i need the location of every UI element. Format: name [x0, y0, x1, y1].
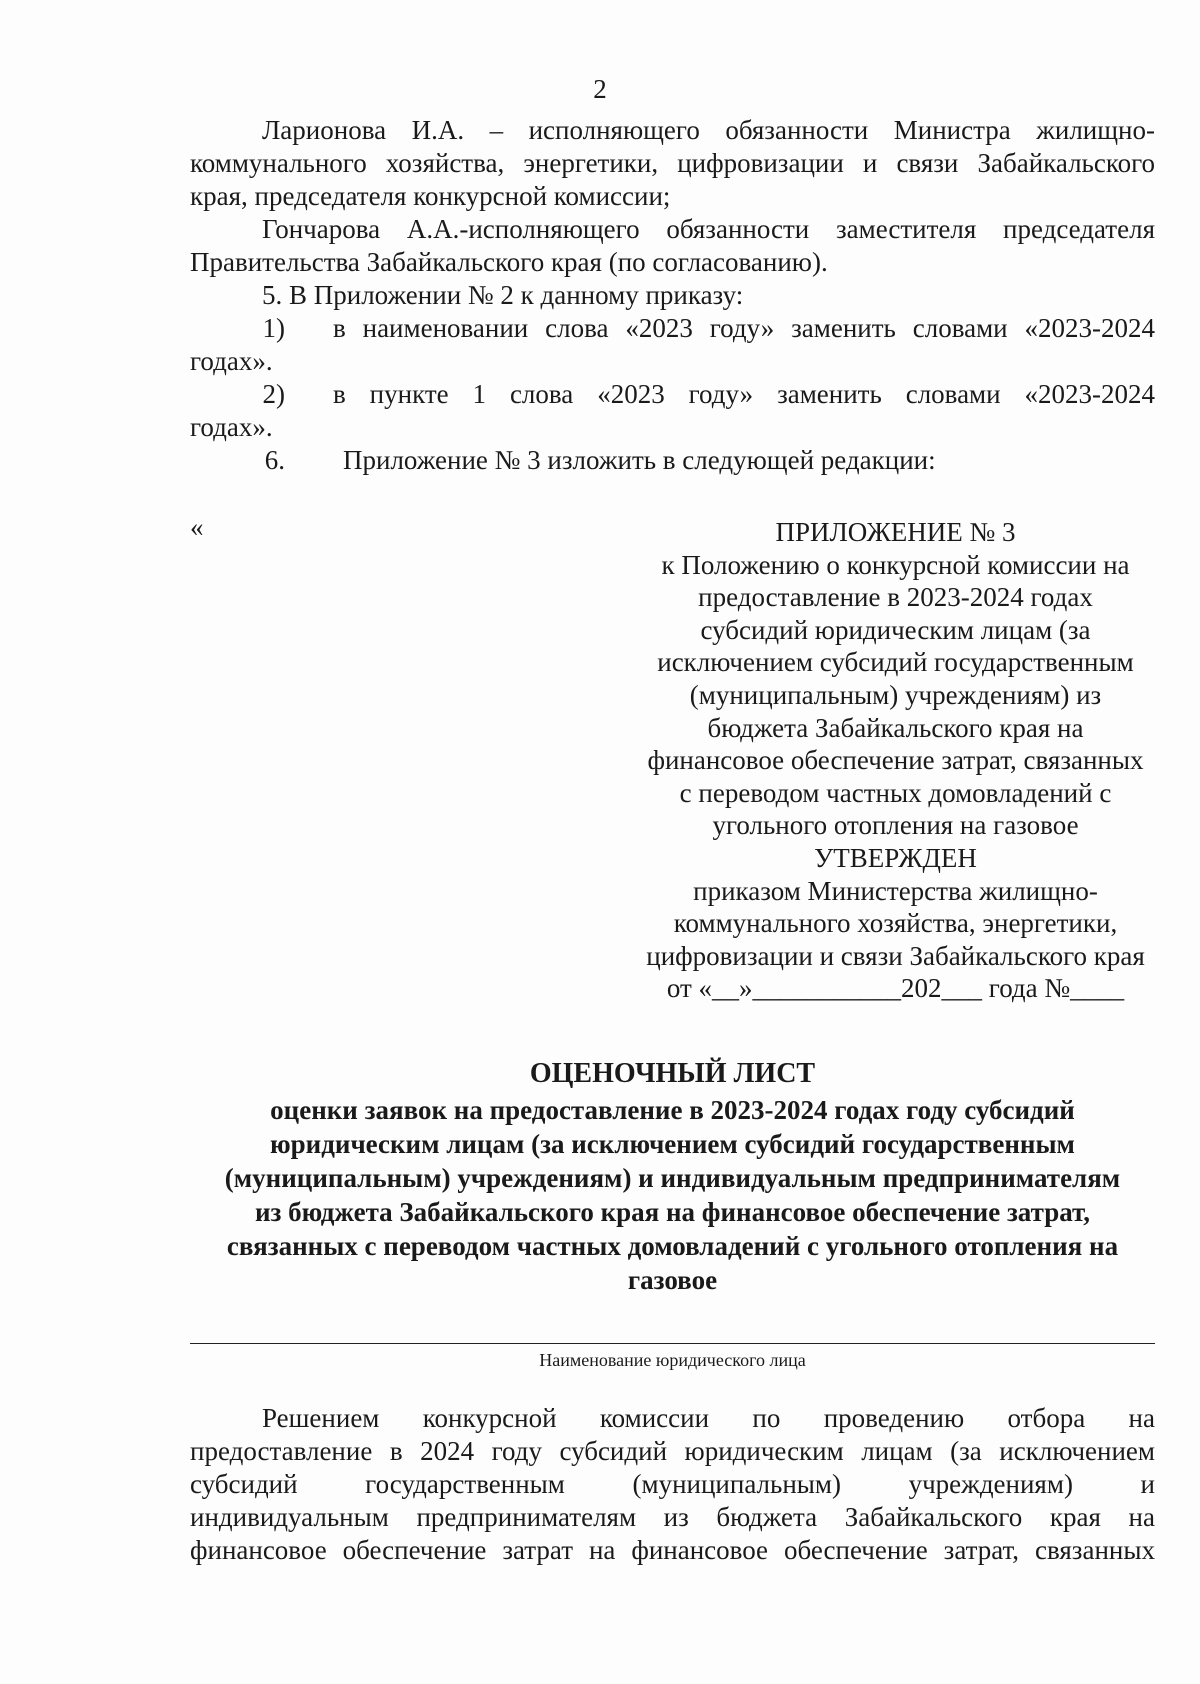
item-5-2 [190, 378, 1155, 411]
approved-label: УТВЕРЖДЕН [814, 842, 977, 873]
decision-paragraph [190, 1402, 1155, 1567]
intro-section [190, 114, 1155, 477]
item-continuation: годах». [190, 346, 273, 376]
approved-line: цифровизации и связи Забайкальского края [646, 940, 1145, 971]
item-number: 5. [262, 280, 283, 310]
name-caption: Наименование юридического лица [539, 1350, 806, 1370]
text-line: Ларионова И.А. – исполняющего обязанности Министра жилищно- [262, 115, 1155, 145]
item-text: в наименовании слова «2023 году» заменить словами «2023-2024 [333, 313, 1155, 343]
item-text: В Приложении № 2 к данному приказу: [289, 280, 744, 310]
text-line: коммунального хозяйства, энергетики, цифровизации и связи Забайкальского [190, 148, 1155, 178]
item-number: 1) [262, 313, 285, 343]
item-text: в пункте 1 слова «2023 году» заменить словами «2023-2024 [333, 379, 1155, 409]
page-number: 2 [593, 74, 607, 104]
appendix-header [628, 516, 1163, 1005]
form-title-line: оценки заявок на предоставление в 2023-2024 годах году субсидий [270, 1095, 1075, 1125]
approved-line: коммунального хозяйства, энергетики, [673, 908, 1118, 939]
form-title-line: (муниципальным) учреждениям) и индивидуальным предпринимателям [224, 1163, 1121, 1193]
text-line: субсидий государственным (муниципальным) учреждениям) и [190, 1469, 1155, 1499]
appendix-line: угольного отопления на газовое [712, 810, 1079, 841]
form-title-line: из бюджета Забайкальского края на финансовое обеспечение затрат, [254, 1197, 1091, 1227]
form-title-line: связанных с переводом частных домовладений с угольного отопления на [226, 1231, 1119, 1261]
approved-line: приказом Министерства жилищно- [693, 875, 1098, 906]
text-line: края, председателя конкурсной комиссии; [190, 181, 671, 211]
appendix-line: бюджета Забайкальского края на [707, 712, 1084, 743]
item-5-1 [190, 312, 1155, 345]
appendix-line: к Положению о конкурсной комиссии на [661, 549, 1130, 580]
text-line: индивидуальным предпринимателям из бюджета Забайкальского края на [190, 1502, 1155, 1532]
text-line: Решением конкурсной комиссии по проведению отбора на [262, 1403, 1155, 1433]
larionova-paragraph [190, 114, 1155, 213]
item-number: 6. [264, 445, 285, 475]
opening-quote: « [190, 512, 204, 542]
text-line: предоставление в 2024 году субсидий юридическим лицам (за исключением [190, 1436, 1155, 1466]
name-underline [190, 1343, 1155, 1344]
form-title [190, 1057, 1155, 1297]
text-line: финансовое обеспечение затрат на финансовое обеспечение затрат, связанных [190, 1535, 1155, 1565]
appendix-line: исключением субсидий государственным [657, 647, 1134, 678]
item-continuation: годах». [190, 412, 273, 442]
text-line: Правительства Забайкальского края (по согласованию). [190, 247, 828, 277]
item-text: Приложение № 3 изложить в следующей редакции: [343, 445, 936, 475]
form-title-line: юридическим лицам (за исключением субсидий государственным [270, 1129, 1075, 1159]
appendix-line: финансовое обеспечение затрат, связанных [647, 745, 1144, 776]
text-line: Гончарова А.А.-исполняющего обязанности заместителя председателя [262, 214, 1155, 244]
appendix-line: с переводом частных домовладений с [679, 777, 1112, 808]
item-6 [190, 444, 1155, 477]
item-5 [190, 279, 1155, 312]
appendix-title: ПРИЛОЖЕНИЕ № 3 [775, 517, 1016, 547]
form-heading: ОЦЕНОЧНЫЙ ЛИСТ [529, 1058, 816, 1089]
item-number: 2) [262, 379, 285, 409]
form-title-line: газовое [627, 1265, 718, 1295]
appendix-line: (муниципальным) учреждениям) из [689, 679, 1102, 710]
approved-date-line: от «__»___________202___ года №____ [666, 973, 1125, 1004]
appendix-line: предоставление в 2023-2024 годах [698, 582, 1093, 613]
goncharova-paragraph [190, 213, 1155, 279]
appendix-line: субсидий юридическим лицам (за [700, 614, 1091, 645]
